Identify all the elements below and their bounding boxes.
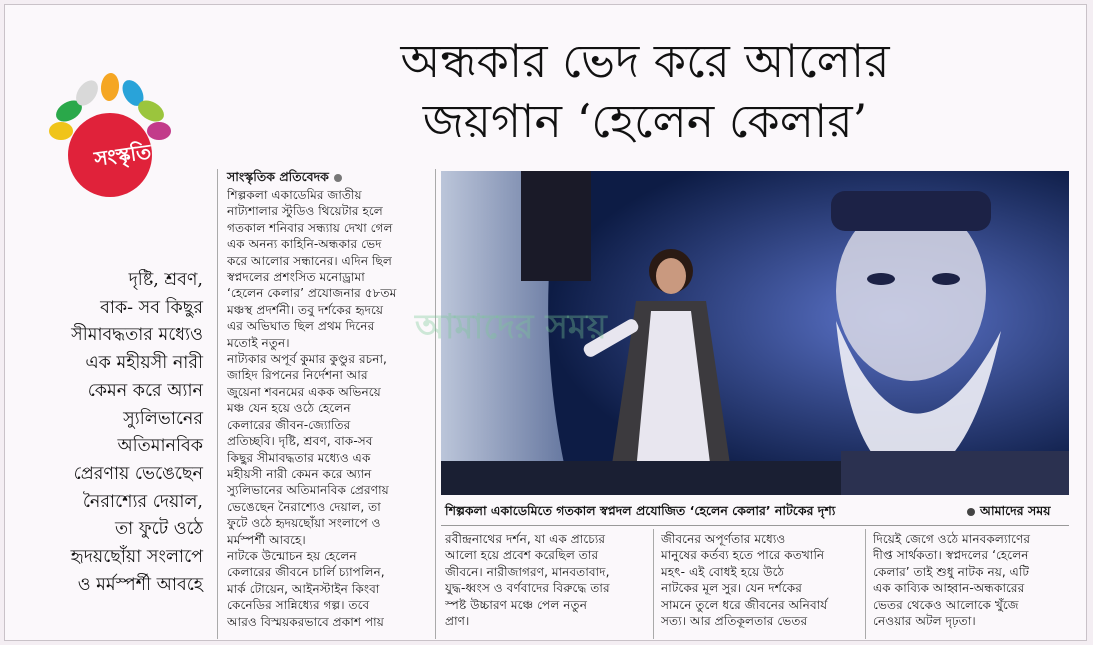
headline-line-1: অন্ধকার ভেদ করে আলোর (400, 34, 890, 88)
pull-quote-line: দৃষ্টি, শ্রবণ, (128, 270, 203, 290)
article-line: কেলার’ তাই শুধু নাটক নয়, এটি (873, 564, 1030, 579)
column-divider (435, 169, 436, 639)
caption-divider (441, 525, 1069, 526)
article-line: স্পষ্ট উচ্চারণ মঞ্চে পেল নতুন (445, 597, 587, 612)
pull-quote-line: বাক- সব কিছুর (100, 297, 203, 318)
article-line: মহীয়সী নারী কেমন করে অ্যান (227, 466, 372, 481)
pull-quote-line: তা ফুটে ওঠে (115, 519, 203, 540)
column-divider (865, 529, 866, 639)
byline-text: সাংস্কৃতিক প্রতিবেদক (227, 169, 329, 184)
article-line: সামনে তুলে ধরে জীবনের অনিবার্য (661, 597, 828, 612)
section-logo (47, 71, 177, 199)
article-line: এক কাব্যিক আহ্বান-অন্ধকারের (873, 581, 1025, 596)
article-line: প্রতিচ্ছবি। দৃষ্টি, শ্রবণ, বাক-সব (227, 434, 373, 449)
article-line: দিয়েই জেগে ওঠে মানবকল্যাণের (873, 532, 1031, 546)
article-line: করে আলোর সন্ধানের। এদিন ছিল (227, 253, 392, 268)
byline (227, 169, 342, 189)
pull-quote-line: অতিমানবিক (117, 436, 203, 457)
article-line: স্বপ্নদলের প্রশংসিত মনোড্রামা (227, 270, 365, 285)
watermark: আমাদের সময় (415, 307, 607, 347)
article-line: এক অনন্য কাহিনি-অন্ধকার ভেদ (227, 237, 382, 252)
pull-quote-line: নৈরাশ্যের দেয়াল, (82, 491, 203, 512)
photo-caption: শিল্পকলা একাডেমিতে গতকাল স্বপ্নদল প্রযোজিত ‘হেলেন কেলার’ নাটকের দৃশ্য (445, 503, 836, 518)
article-column-4 (873, 531, 1069, 629)
article-line: কেনেডির সান্নিধ্যের গল্প। তবে (227, 598, 370, 613)
article-column-1 (227, 187, 429, 630)
bullet-dot-icon (334, 174, 342, 182)
logo-label: সংস্কৃতি (92, 139, 153, 171)
article-line: মানুষের কর্তব্য হতে পারে কতখানি (661, 548, 825, 563)
photo-credit (967, 503, 1051, 523)
article-line: জাহিদ রিপনের নির্দেশনা আর (227, 368, 368, 383)
pull-quote-line: প্রেরণায় ভেঙেছেন (73, 463, 203, 484)
article-line: ভেতর থেকেও আলোকে খুঁজে (873, 597, 1019, 612)
article-line: নাট্যকার অপূর্ব কুমার কুণ্ডুর রচনা, (227, 352, 387, 367)
article-line: নাটকের মূল সুর। যেন দর্শকের (661, 581, 803, 596)
photo-credit-text: আমাদের সময় (980, 503, 1051, 518)
article-line: নাটকে উন্মোচন হয় হেলেন (227, 548, 357, 563)
article-line: মঞ্চস্থ প্রদর্শনী। তবু দর্শকের হৃদয়ে (227, 302, 384, 317)
article-line: নেওয়ার অটল দৃঢ়তা। (873, 614, 976, 629)
article-line: আলো হয়ে প্রবেশ করেছিল তার (445, 548, 599, 563)
pull-quote-line: হৃদয়ছোঁয়া সংলাপে (70, 547, 203, 568)
article-line: আরও বিস্ময়করভাবে প্রকাশ পায় (227, 614, 384, 629)
article-line: মর্মস্পর্শী আবহে। (227, 532, 306, 547)
pull-quote-line: সীমাবদ্ধতার মধ্যেও (71, 325, 203, 346)
article-line: মতোই নতুন। (227, 335, 290, 350)
article-line: ‘হেলেন কেলার’ প্রযোজনার ৫৮তম (227, 286, 397, 301)
bullet-dot-icon (967, 508, 975, 516)
article-line: প্রাণ। (445, 614, 470, 629)
headline-line-2: জয়গান ‘হেলেন কেলার’ (422, 94, 868, 148)
article-line: সত্য। আর প্রতিকূলতার ভেতর (661, 614, 808, 629)
article-line: মার্ক টোয়েন, আইনস্টাইন কিংবা (227, 581, 380, 596)
article-line: কেলারের জীবন-জ্যোতির (227, 417, 351, 432)
article-line: স্যুলিভানের অতিমানবিক প্রেরণায় (227, 483, 389, 498)
article-line: জুয়েনা শবনমের একক অভিনয়ে (227, 384, 381, 399)
column-divider (653, 529, 654, 639)
article-line: শিল্পকলা একাডেমির জাতীয় (227, 188, 362, 202)
article-column-3 (661, 531, 859, 629)
pull-quote-line: ও মর্মস্পর্শী আবহে (77, 574, 203, 595)
article-line: নাট্যশালার স্টুডিও থিয়েটার হলে (227, 204, 383, 219)
article-line: দীপ্ত সার্থকতা। স্বপ্নদলের ‘হেলেন (873, 548, 1029, 563)
pull-quote-line: এক মহীয়সী নারী (85, 353, 203, 374)
article-line: রবীন্দ্রনাথের দর্শন, যা এক প্রাচ্যের (445, 532, 606, 546)
article-line: জীবনের অপূর্ণতার মধ্যেও (661, 532, 786, 546)
article-line: মঞ্চ যেন হয়ে ওঠে হেলেন (227, 401, 351, 416)
column-divider (217, 169, 218, 639)
article-line: মহৎ- এই বোধই হয়ে উঠে (661, 564, 785, 579)
headline (305, 31, 985, 151)
article-line: কেলারের জীবনে চার্লি চ্যাপলিন, (227, 565, 385, 580)
pull-quote (41, 267, 203, 599)
newspaper-page (4, 4, 1087, 641)
article-line: জীবনে। নারীজাগরণ, মানবতাবাদ, (445, 564, 610, 579)
article-line: গতকাল শনিবার সন্ধ্যায় দেখা গেল (227, 220, 393, 235)
article-line: এর অভিঘাত ছিল প্রথম দিনের (227, 319, 375, 334)
article-line: ভেঙেছেন নৈরাশ্যেও দেয়াল, তা (227, 499, 381, 514)
pull-quote-line: স্যুলিভানের (123, 408, 203, 429)
pull-quote-line: কেমন করে অ্যান (87, 380, 203, 401)
article-line: ফুটে ওঠে হৃদয়ছোঁয়া সংলাপে ও (227, 516, 381, 531)
article-column-2 (445, 531, 645, 629)
article-line: যুদ্ধ-ধ্বংস ও বর্ণবাদের বিরুদ্ধে তার (445, 581, 610, 596)
article-line: কিছুর সীমাবদ্ধতার মধ্যেও এক (227, 450, 371, 465)
